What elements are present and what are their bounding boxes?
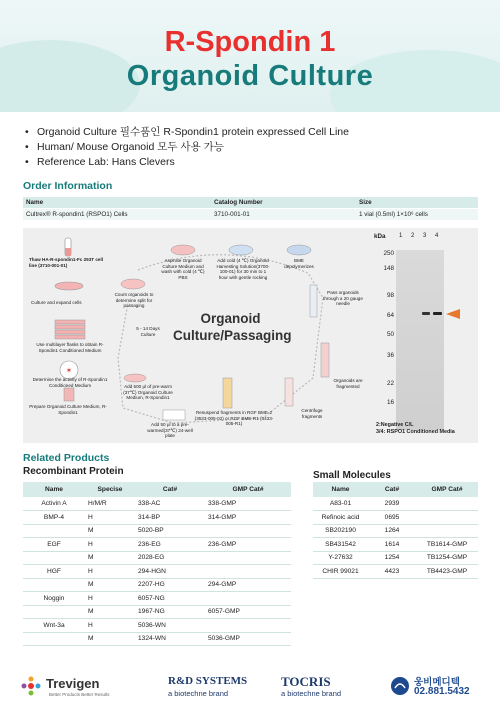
- rp-name: [23, 578, 85, 592]
- rp-species: H/M/R: [85, 497, 135, 511]
- sm-gmp: TB1614-GMP: [416, 538, 478, 552]
- tocris-logo: TOCRIS: [281, 674, 331, 689]
- rp-name: BMP-4: [23, 511, 85, 525]
- table-row: [23, 632, 291, 646]
- gel-mw: 22: [386, 380, 394, 387]
- step-harvest: Add cold (4 ℃) Organoid Harvesting Solution(3700-100-01) for 30 min to 1 hour with gentle rocking: [216, 258, 270, 280]
- rp-cat: 338-AC: [135, 497, 205, 511]
- rp-gmp: [205, 565, 291, 579]
- sm-name: SB431542: [313, 538, 368, 552]
- small-heading: Small Molecules: [313, 470, 391, 481]
- rp-name: HGF: [23, 565, 85, 579]
- sm-gmp: TB4423-GMP: [416, 565, 478, 579]
- table-row: [23, 497, 291, 511]
- table-row: [23, 538, 291, 552]
- rp-cat: 1324-WN: [135, 632, 205, 646]
- rp-name: [23, 551, 85, 565]
- sm-name: SB202190: [313, 524, 368, 538]
- rp-gmp: [205, 524, 291, 538]
- gel-mw: 98: [386, 292, 394, 299]
- gel-lane-label: 1: [399, 233, 403, 239]
- rp-gmp: 5036-GMP: [205, 632, 291, 646]
- tocris-sub: a biotechne brand: [281, 689, 342, 698]
- rp-cat: 2028-EG: [135, 551, 205, 565]
- sm-cat: 2939: [368, 497, 416, 511]
- rp-species: M: [85, 605, 135, 619]
- gel-mw: 148: [383, 265, 394, 272]
- rp-col-cat: Cat#: [135, 482, 205, 497]
- trevigen-logo: Trevigen: [46, 676, 100, 691]
- feature-item: • Reference Lab: Hans Clevers: [23, 155, 349, 170]
- gel-band: [422, 312, 430, 315]
- rp-species: M: [85, 551, 135, 565]
- sm-name: CHIR 99021: [313, 565, 368, 579]
- rp-col-gmp: GMP Cat#: [205, 482, 291, 497]
- rp-cat: 294-HGN: [135, 565, 205, 579]
- protocol-figure: [23, 228, 478, 443]
- step-resuspend: Resuspend fragments in RGF BME-2 (3533-005-02) or RGF BME-R1 (3433-005-R1): [194, 410, 274, 427]
- title-line1: R-Spondin 1: [164, 26, 336, 58]
- feature-list: [23, 125, 349, 170]
- table-row: [23, 578, 291, 592]
- gel-mw: 64: [386, 312, 394, 319]
- step-thaw: Thaw HA-R-spondin1-Fc 293T cell line (3710-001-01): [29, 257, 104, 268]
- step-prepare: Prepare Organoid Culture Medium, R-Spondin1: [29, 404, 107, 415]
- table-row: [23, 511, 291, 525]
- rp-gmp: 6057-GMP: [205, 605, 291, 619]
- rp-cat: 5036-WN: [135, 619, 205, 633]
- gel-mw: 250: [383, 250, 394, 257]
- gel-lane-label: 3: [423, 233, 427, 239]
- company-name: 웅비메디텍: [414, 677, 460, 688]
- gel-legend-line: 3/4: RSPO1 Conditioned Media: [376, 429, 455, 435]
- table-row: [23, 551, 291, 565]
- table-row: [313, 497, 478, 511]
- gel-mw: 36: [386, 352, 394, 359]
- header-banner: [0, 0, 500, 112]
- feature-item: • Organoid Culture 필수품인 R-Spondin1 protein expressed Cell Line: [23, 125, 349, 140]
- rp-cat: 2207-HG: [135, 578, 205, 592]
- table-row: [23, 209, 478, 221]
- gel-legend: [376, 422, 455, 436]
- sm-cat: 1254: [368, 551, 416, 565]
- gel-mw: 50: [386, 331, 394, 338]
- sm-cat: 1264: [368, 524, 416, 538]
- rp-species: H: [85, 619, 135, 633]
- svg-text:✶: ✶: [65, 366, 73, 375]
- step-pass: Pass organoids through a 20 gauge needle: [323, 290, 363, 307]
- step-plate: Add 50 μl to a pre-warmed(37℃) 24-well plate: [147, 422, 193, 439]
- feature-item: • Human/ Mouse Organoid 모두 사용 가능: [23, 140, 349, 155]
- sm-col-cat: Cat#: [368, 482, 416, 497]
- rp-name: EGF: [23, 538, 85, 552]
- rp-gmp: [205, 619, 291, 633]
- rp-name: [23, 632, 85, 646]
- rnd-logo: R&D SYSTEMS: [168, 675, 248, 687]
- step-fragmented: Organoids are fragmented: [333, 378, 363, 389]
- rp-gmp: [205, 551, 291, 565]
- rp-species: H: [85, 538, 135, 552]
- sm-gmp: [416, 524, 478, 538]
- rp-name: Noggin: [23, 592, 85, 606]
- table-row: [313, 511, 478, 525]
- rp-cat: 5020-BP: [135, 524, 205, 538]
- title-line2: Organoid Culture: [126, 60, 374, 92]
- rp-species: M: [85, 578, 135, 592]
- step-add500: Add 500 μl of pre-warm (37℃) Organoid Culture Medium, R-Spondin1: [123, 384, 173, 401]
- sm-gmp: [416, 497, 478, 511]
- table-row: [23, 619, 291, 633]
- order-heading: Order Information: [23, 180, 113, 192]
- rp-name: Activin A: [23, 497, 85, 511]
- step-count: Count organoids to determine split for passaging: [114, 292, 154, 309]
- table-row: [23, 524, 291, 538]
- rp-name: [23, 605, 85, 619]
- table-row: [313, 524, 478, 538]
- order-col-size: Size: [356, 197, 478, 209]
- table-row: [313, 565, 478, 579]
- table-row: [313, 551, 478, 565]
- sm-gmp: [416, 511, 478, 525]
- rp-col-species: Specise: [85, 482, 135, 497]
- rp-species: M: [85, 524, 135, 538]
- rp-gmp: 294-GMP: [205, 578, 291, 592]
- rp-gmp: 338-GMP: [205, 497, 291, 511]
- rp-species: M: [85, 632, 135, 646]
- trevigen-tagline: Better Products Better Results: [49, 692, 110, 697]
- rp-species: H: [85, 592, 135, 606]
- rnd-sub: a biotechne brand: [168, 689, 229, 698]
- rp-name: [23, 524, 85, 538]
- recombinant-heading: Recombinant Protein: [23, 466, 124, 477]
- table-row: [313, 538, 478, 552]
- sm-gmp: TB1254-GMP: [416, 551, 478, 565]
- gel-lane-label: 4: [435, 233, 439, 239]
- sm-name: A83-01: [313, 497, 368, 511]
- rp-gmp: 236-GMP: [205, 538, 291, 552]
- sm-col-name: Name: [313, 482, 368, 497]
- gel-arrow-icon: [446, 309, 462, 319]
- gel-legend-line: 2:Negative C/L: [376, 422, 414, 428]
- table-row: [23, 565, 291, 579]
- step-bme: BME depolymerizes: [284, 258, 314, 269]
- step-determine: Determine the activity of R-Spondin1 Conditioned Medium: [32, 377, 108, 388]
- sm-cat: 4423: [368, 565, 416, 579]
- western-blot: [368, 228, 478, 443]
- step-days: 5 - 14 Days Culture: [136, 326, 160, 337]
- gel-mw: 16: [386, 399, 394, 406]
- gel-lane-label: 2: [411, 233, 415, 239]
- sm-col-gmp: GMP Cat#: [416, 482, 478, 497]
- sm-name: Refinoic acid: [313, 511, 368, 525]
- trevigen-logo-icon: [20, 675, 42, 697]
- rp-cat: 314-BP: [135, 511, 205, 525]
- small-molecules-table: [313, 482, 478, 579]
- rp-gmp: [205, 592, 291, 606]
- order-name: Cultrex® R-spondin1 (RSPO1) Cells: [23, 209, 211, 221]
- diagram-title: Organoid Culture/Passaging: [173, 311, 292, 343]
- company-phone: 02.881.5432: [414, 686, 470, 697]
- step-aspirate: Aspirate Organoid Culture Medium and wash with cold (4 ℃) PBS: [161, 258, 205, 280]
- recombinant-table: [23, 482, 291, 646]
- step-culture: Culture and expand cells: [31, 300, 82, 305]
- rp-species: H: [85, 511, 135, 525]
- order-size: 1 vial (0.5ml) 1×10⁶ cells: [356, 209, 478, 221]
- order-col-catalog: Catalog Number: [211, 197, 356, 209]
- order-catalog: 3710-001-01: [211, 209, 356, 221]
- footer-logos: [0, 672, 500, 707]
- gel-band: [433, 312, 442, 315]
- sm-name: Y-27632: [313, 551, 368, 565]
- rp-cat: 1967-NG: [135, 605, 205, 619]
- step-multilayer: Use multilayer flasks to obtain R-Spondin1 Conditioned Medium: [36, 342, 104, 353]
- step-centrifuge: Centrifuge fragments: [301, 408, 323, 419]
- table-row: [23, 605, 291, 619]
- rp-name: Wnt-3a: [23, 619, 85, 633]
- table-row: [23, 592, 291, 606]
- order-table: [23, 197, 478, 220]
- company-logo-icon: [390, 676, 410, 696]
- rp-gmp: 314-GMP: [205, 511, 291, 525]
- rp-cat: 236-EG: [135, 538, 205, 552]
- sm-cat: 0695: [368, 511, 416, 525]
- passaging-diagram: [23, 228, 368, 443]
- rp-species: H: [85, 565, 135, 579]
- rp-cat: 6057-NG: [135, 592, 205, 606]
- sm-cat: 1614: [368, 538, 416, 552]
- rp-col-name: Name: [23, 482, 85, 497]
- order-col-name: Name: [23, 197, 211, 209]
- gel-kda-label: kDa: [374, 233, 386, 240]
- gel-image: [396, 250, 444, 430]
- related-heading: Related Products: [23, 452, 110, 464]
